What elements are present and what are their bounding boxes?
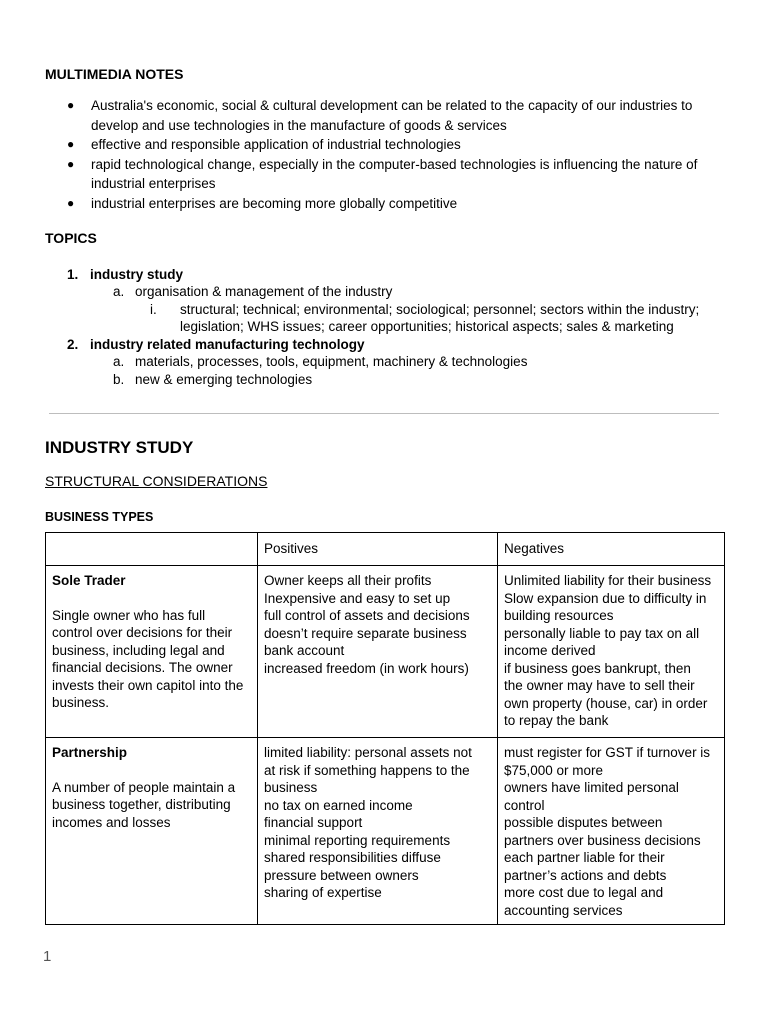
positive-line: bank account [264, 643, 345, 658]
positive-line: doesn’t require separate business [264, 625, 467, 641]
bullet-icon: ● [67, 195, 75, 210]
negative-line: owners have limited personal [504, 780, 679, 795]
subitem-label: organisation & management of the industry [135, 284, 393, 299]
horizontal-divider [49, 413, 719, 414]
description-line: business together, distributing [52, 797, 231, 812]
positive-line: full control of assets and decisions [264, 608, 470, 623]
subitem-label: materials, processes, tools, equipment, machinery & technologies [135, 354, 528, 369]
topic-label: industry related manufacturing technology [90, 337, 365, 352]
subitem-marker: a. [113, 284, 125, 299]
subsubitem-line: structural; technical; environmental; sociological; personnel; sectors within the industry; [180, 302, 700, 317]
page-number: 1 [43, 948, 52, 965]
positive-line: minimal reporting requirements [264, 832, 451, 848]
negatives-cell [498, 566, 725, 738]
topics-heading: TOPICS [45, 230, 97, 246]
subsubitem-marker: i. [150, 302, 157, 317]
negative-line: own property (house, car) in order [504, 695, 708, 711]
subitem-label: new & emerging technologies [135, 372, 313, 387]
bullet-icon: ● [67, 156, 75, 171]
subitem-marker: b. [113, 372, 125, 387]
negative-line: control [504, 797, 545, 813]
table-header-row [46, 533, 725, 566]
multimedia-notes-heading: MULTIMEDIA NOTES [45, 66, 184, 82]
table-header-cell [46, 533, 258, 566]
negative-line: building resources [504, 608, 614, 623]
description-line: business, including legal and [52, 642, 225, 658]
positive-line: no tax on earned income [264, 797, 413, 813]
positive-line: financial support [264, 815, 363, 830]
positive-line: at risk if something happens to the [264, 762, 470, 778]
positives-cell [258, 566, 498, 738]
description-line: financial decisions. The owner [52, 660, 233, 675]
table-header-cell: Negatives [498, 533, 725, 566]
multimedia-bullet-list [45, 96, 725, 213]
negative-line: the owner may have to sell their [504, 678, 695, 693]
bullet-item: ● industrial enterprises are becoming more globally competitive [45, 194, 725, 214]
subsubitem-line: legislation; WHS issues; career opportunities; historical aspects; sales & marketing [180, 319, 674, 334]
description-line: A number of people maintain a [52, 779, 236, 795]
negative-line: partners over business decisions [504, 832, 701, 848]
bullet-item: ● effective and responsible application of industrial technologies [45, 135, 725, 155]
structural-considerations-heading: STRUCTURAL CONSIDERATIONS [45, 473, 268, 489]
bullet-icon: ● [67, 137, 75, 151]
negative-line: Unlimited liability for their business [504, 573, 712, 588]
topic-number: 2. [67, 337, 79, 352]
positive-line: Inexpensive and easy to set up [264, 590, 451, 606]
positive-line: increased freedom (in work hours) [264, 660, 469, 676]
negative-line: must register for GST if turnover is [504, 745, 711, 760]
table-row [46, 566, 725, 738]
negative-line: personally liable to pay tax on all [504, 625, 700, 641]
bullet-item: ● Australia's economic, social & cultural development can be related to the capacity of our industries to develop and use technologies in the manufacture of goods & services [67, 98, 693, 133]
positive-line: sharing of expertise [264, 885, 382, 900]
negatives-cell [498, 738, 725, 925]
negative-line: Slow expansion due to difficulty in [504, 590, 707, 606]
negative-line: $75,000 or more [504, 762, 604, 778]
table-header-cell: Positives [258, 533, 498, 566]
negative-line: partner’s actions and debts [504, 867, 667, 883]
negative-line: more cost due to legal and [504, 885, 664, 900]
positive-line: pressure between owners [264, 867, 419, 883]
topic-label: industry study [90, 267, 184, 282]
description-line: control over decisions for their [52, 625, 233, 640]
positives-cell [258, 738, 498, 925]
topic-number: 1. [67, 267, 79, 282]
business-type-name: Sole Trader [52, 573, 126, 588]
business-type-cell [46, 566, 258, 738]
negative-line: possible disputes between [504, 815, 663, 830]
negative-line: to repay the bank [504, 713, 609, 728]
negative-line: accounting services [504, 902, 623, 918]
positive-line: Owner keeps all their profits [264, 573, 432, 588]
business-types-table [45, 532, 725, 925]
industry-study-heading: INDUSTRY STUDY [45, 438, 194, 457]
description-line: Single owner who has full [52, 607, 206, 623]
negative-line: each partner liable for their [504, 850, 665, 865]
business-types-heading: BUSINESS TYPES [45, 510, 154, 524]
description-line: incomes and losses [52, 814, 171, 830]
negative-line: income derived [504, 643, 596, 658]
subitem-marker: a. [113, 354, 125, 369]
negative-line: if business goes bankrupt, then [504, 660, 691, 676]
positive-line: shared responsibilities diffuse [264, 850, 441, 865]
description-line: invests their own capitol into the [52, 677, 244, 693]
business-type-name: Partnership [52, 745, 128, 760]
business-type-cell [46, 738, 258, 925]
table-row [46, 738, 725, 925]
positive-line: limited liability: personal assets not [264, 745, 472, 760]
bullet-item: ● rapid technological change, especially in the computer-based technologies is influencing the nature of industrial enterprises [67, 156, 698, 191]
description-line: business. [52, 695, 110, 710]
bullet-icon: ● [67, 98, 75, 112]
positive-line: business [264, 780, 318, 795]
